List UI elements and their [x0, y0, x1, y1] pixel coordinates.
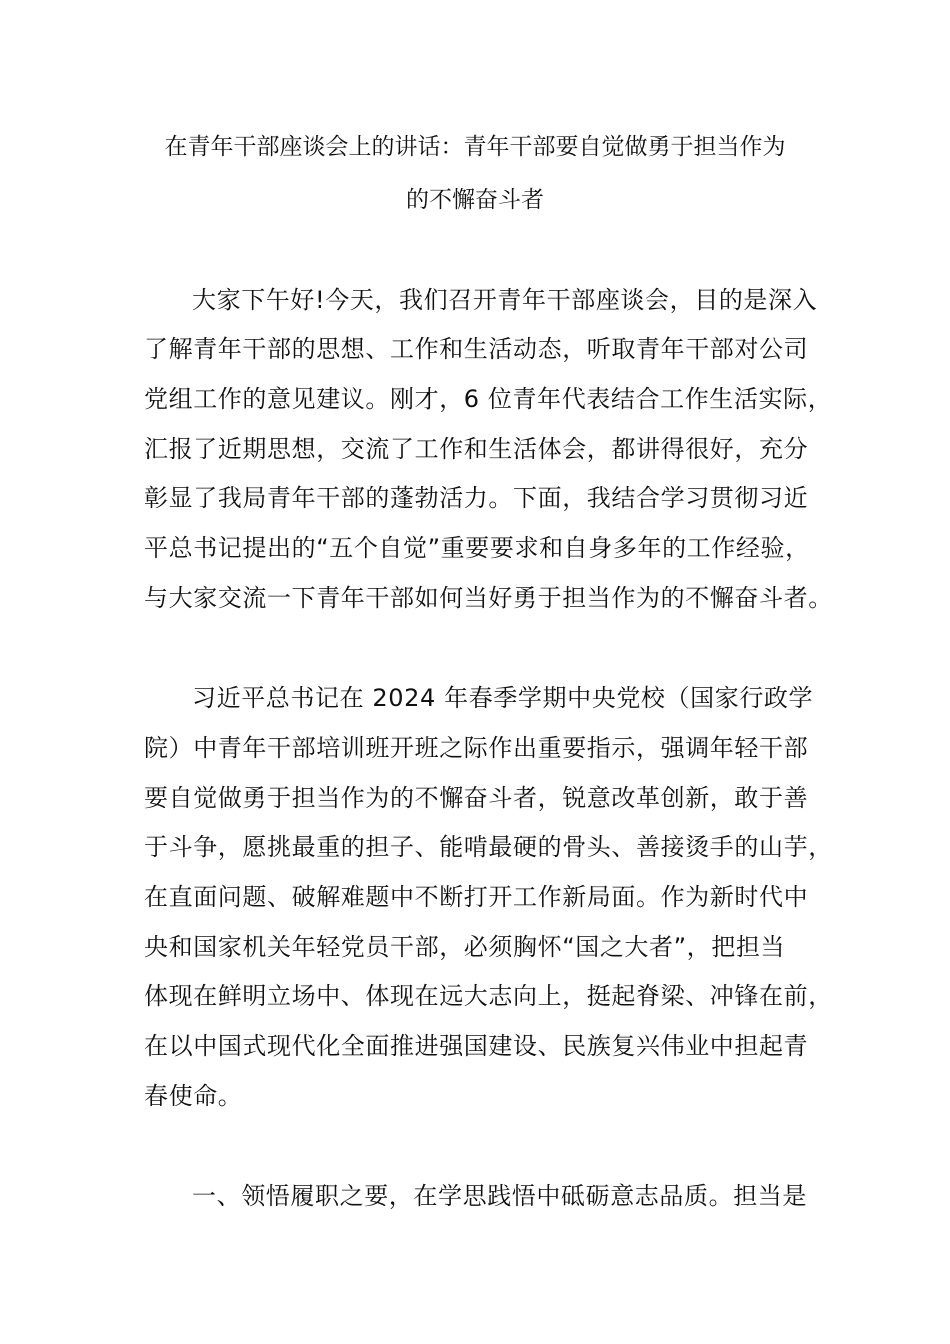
paragraph-2-line-4: 于斗争，愿挑最重的担子、能啃最硬的骨头、善接烫手的山芋， [144, 833, 833, 861]
paragraph-1-line-6: 平总书记提出的“五个自觉”重要要求和自身多年的工作经验， [144, 534, 810, 562]
paragraph-2-line-8: 在以中国式现代化全面推进强国建设、民族复兴伟业中担起青 [144, 1032, 809, 1060]
paragraph-2-line-3: 要自觉做勇于担当作为的不懈奋斗者，锐意改革创新，敢于善 [144, 784, 809, 812]
document-title-line-2: 的不懈奋斗者 [406, 187, 544, 213]
paragraph-1-line-4: 汇报了近期思想，交流了工作和生活体会，都讲得很好，充分 [144, 435, 809, 463]
paragraph-1-line-2: 了解青年干部的思想、工作和生活动态，听取青年干部对公司 [144, 335, 809, 363]
paragraph-2-line-1: 习近平总书记在 2024 年春季学期中央党校（国家行政学 [192, 684, 814, 712]
document-title-line-1: 在青年干部座谈会上的讲话：青年干部要自觉做勇于担当作为 [164, 134, 786, 160]
paragraph-1-line-1: 大家下午好!今天，我们召开青年干部座谈会，目的是深入 [192, 286, 818, 314]
paragraph-2-line-6: 央和国家机关年轻党员干部，必须胸怀“国之大者”，把担当 [144, 933, 786, 961]
paragraph-2-line-7: 体现在鲜明立场中、体现在远大志向上，挺起脊梁、冲锋在前， [144, 982, 833, 1010]
paragraph-2-line-2: 院）中青年干部培训班开班之际作出重要指示，强调年轻干部 [144, 734, 809, 762]
paragraph-1-line-5: 彰显了我局青年干部的蓬勃活力。下面，我结合学习贯彻习近 [144, 484, 809, 512]
paragraph-1-line-7: 与大家交流一下青年干部如何当好勇于担当作为的不懈奋斗者。 [144, 584, 833, 612]
paragraph-1-line-3: 党组工作的意见建议。刚才，6 位青年代表结合工作生活实际， [144, 385, 833, 413]
paragraph-3-line-1: 一、领悟履职之要，在学思践悟中砥砺意志品质。担当是 [192, 1182, 807, 1210]
paragraph-2-line-9: 春使命。 [144, 1082, 243, 1110]
paragraph-2-line-5: 在直面问题、破解难题中不断打开工作新局面。作为新时代中 [144, 883, 809, 911]
